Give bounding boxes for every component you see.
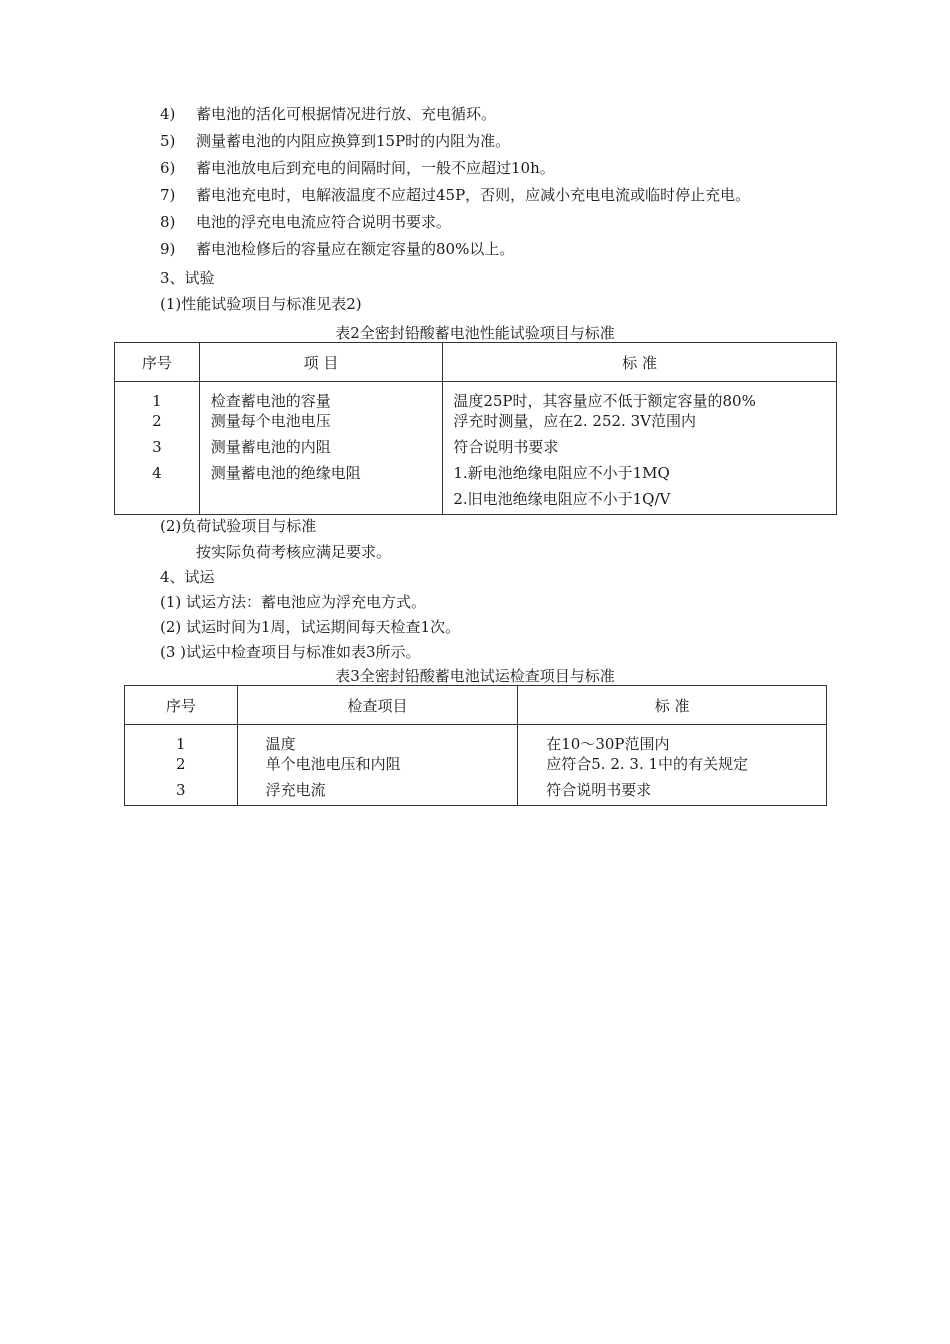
test-item: 测量蓄电池的内阻 xyxy=(210,438,331,456)
list-item: 9) 蓄电池检修后的容量应在额定容量的80%以上。 xyxy=(160,240,515,258)
row-number: 1 xyxy=(176,735,186,753)
test-standard: 2.旧电池绝缘电阻应不小于1Q/V xyxy=(453,490,671,508)
paragraph: (1) 试运方法：蓄电池应为浮充电方式。 xyxy=(160,593,427,611)
row-number: 4 xyxy=(152,464,162,482)
list-item: 4) 蓄电池的活化可根据情况进行放、充电循环。 xyxy=(160,105,497,123)
list-item: 8) 电池的浮充电电流应符合说明书要求。 xyxy=(160,213,452,231)
test-standard: 符合说明书要求 xyxy=(453,438,559,456)
column-header: 标 准 xyxy=(443,343,837,382)
list-item: 7) 蓄电池充电时，电解液温度不应超过45P，否则，应减小充电电流或临时停止充电。 xyxy=(160,186,751,204)
row-number: 3 xyxy=(152,438,162,456)
paragraph: (3 )试运中检查项目与标准如表3所示。 xyxy=(160,643,421,661)
test-standard: 1.新电池绝缘电阻应不小于1MQ xyxy=(453,464,670,482)
check-item: 温度 xyxy=(265,735,296,753)
test-item: 检查蓄电池的容量 xyxy=(210,392,331,410)
column-header: 项 目 xyxy=(199,343,443,382)
table-header-row xyxy=(115,343,837,382)
table-header-row xyxy=(125,686,827,725)
column-header: 标 准 xyxy=(518,686,827,725)
paragraph: 按实际负荷考核应满足要求。 xyxy=(196,543,392,561)
column-header: 检查项目 xyxy=(237,686,518,725)
section-heading: 4、试运 xyxy=(160,568,215,586)
section-heading: 3、试验 xyxy=(160,269,215,287)
test-standard: 温度25P时，其容量应不低于额定容量的80% xyxy=(453,392,756,410)
check-standard: 应符合5. 2. 3. 1中的有关规定 xyxy=(546,755,749,773)
column-header: 序号 xyxy=(125,686,238,725)
row-number: 2 xyxy=(176,755,186,773)
check-item: 单个电池电压和内阻 xyxy=(265,755,401,773)
table-trial-run-check xyxy=(124,685,827,806)
check-standard: 在10〜30P范围内 xyxy=(546,735,670,753)
test-standard: 浮充时测量，应在2. 252. 3V范围内 xyxy=(453,412,696,430)
check-item: 浮充电流 xyxy=(265,781,326,799)
paragraph: (2) 试运时间为1周，试运期间每天检查1次。 xyxy=(160,618,461,636)
row-number: 1 xyxy=(152,392,162,410)
check-standard: 符合说明书要求 xyxy=(546,781,652,799)
list-item: 5) 测量蓄电池的内阻应换算到15P时的内阻为准。 xyxy=(160,132,511,150)
paragraph: (2)负荷试验项目与标准 xyxy=(160,517,317,535)
list-item: 6) 蓄电池放电后到充电的间隔时间，一般不应超过10h。 xyxy=(160,159,555,177)
table-row xyxy=(125,725,827,806)
test-item: 测量每个电池电压 xyxy=(210,412,331,430)
paragraph: (1)性能试验项目与标准见表2) xyxy=(160,295,362,313)
row-number: 3 xyxy=(176,781,186,799)
row-number: 2 xyxy=(152,412,162,430)
table-caption: 表3全密封铅酸蓄电池试运检查项目与标准 xyxy=(335,667,615,685)
table-caption: 表2全密封铅酸蓄电池性能试验项目与标准 xyxy=(335,324,615,342)
table-row xyxy=(115,382,837,515)
table-performance-test xyxy=(114,342,837,515)
test-item: 测量蓄电池的绝缘电阻 xyxy=(210,464,361,482)
column-header: 序号 xyxy=(115,343,200,382)
